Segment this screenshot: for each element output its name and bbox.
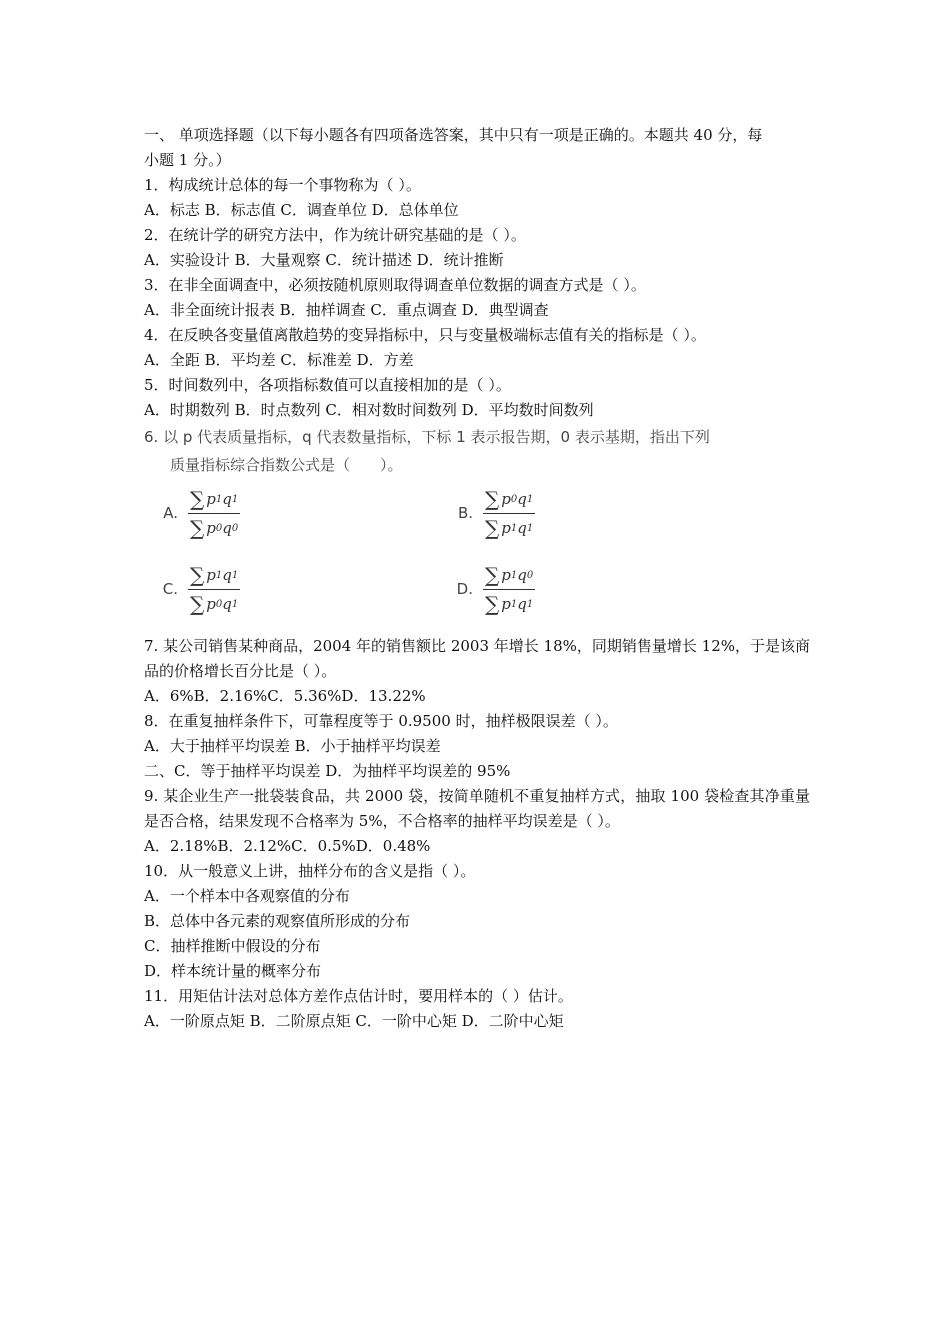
question-11-options: A．一阶原点矩 B．二阶原点矩 C．一阶中心矩 D．二阶中心矩	[144, 1012, 564, 1030]
question-1-options: A．标志 B．标志值 C．调查单位 D．总体单位	[144, 201, 459, 219]
question-8-stem: 8．在重复抽样条件下，可靠程度等于 0.9500 时，抽样极限误差（ ）。	[144, 712, 618, 730]
question-6-stem-line2: 质量指标综合指数公式是（ ）。	[170, 456, 403, 474]
option-b-label: B.	[457, 504, 473, 522]
question-11-stem: 11．用矩估计法对总体方差作点估计时，要用样本的（ ）估计。	[144, 987, 573, 1005]
question-5-stem: 5．时间数列中，各项指标数值可以直接相加的是（ ）。	[144, 376, 511, 394]
question-6-option-d	[439, 561, 535, 618]
section-heading-line2: 小题 1 分。）	[144, 151, 231, 169]
question-3-stem: 3．在非全面调查中，必须按随机原则取得调查单位数据的调查方式是（ ）。	[144, 276, 646, 294]
question-10-option-d: D．样本统计量的概率分布	[144, 962, 322, 980]
question-10-option-b: B．总体中各元素的观察值所形成的分布	[144, 912, 411, 930]
formula-d: ∑ p 1 q 0 ∑ p 1 q 1	[485, 562, 534, 616]
question-6-formula-options	[144, 481, 810, 631]
question-8-options-line1: A．大于抽样平均误差 B．小于抽样平均误差	[144, 737, 441, 755]
option-d-label: D.	[456, 580, 473, 598]
question-5-options: A．时期数列 B．时点数列 C．相对数时间数列 D．平均数时间数列	[144, 401, 594, 419]
question-6-option-c	[144, 561, 240, 618]
question-7-stem: 7. 某公司销售某种商品，2004 年的销售额比 2003 年增长 18%，同期销售量增长 12%，于是该商品的价格增长百分比是（ ）。	[144, 637, 810, 680]
question-6-image	[144, 423, 810, 631]
question-10-option-c: C．抽样推断中假设的分布	[144, 937, 321, 955]
question-4-stem: 4．在反映各变量值离散趋势的变异指标中，只与变量极端标志值有关的指标是（ ）。	[144, 326, 706, 344]
question-4-options: A．全距 B．平均差 C．标准差 D．方差	[144, 351, 414, 369]
question-8-options-line2: 二、C．等于抽样平均误差 D．为抽样平均误差的 95%	[144, 762, 511, 780]
question-3-options: A．非全面统计报表 B．抽样调查 C．重点调查 D．典型调查	[144, 301, 549, 319]
question-10-stem: 10．从一般意义上讲，抽样分布的含义是指（ ）。	[144, 862, 476, 880]
question-6-option-a	[144, 485, 240, 542]
question-9-stem: 9. 某企业生产一批袋装食品，共 2000 袋，按简单随机不重复抽样方式，抽取 100 袋检查其净重量是否合格，结果发现不合格率为 5%，不合格率的抽样平均误差是（ ）。	[144, 787, 810, 830]
question-7-options: A．6%B．2.16%C．5.36%D．13.22%	[144, 687, 426, 705]
question-6-stem-line1: 6. 以 p 代表质量指标，q 代表数量指标，下标 1 表示报告期，0 表示基期，指出下列	[144, 428, 710, 446]
question-2-options: A．实验设计 B．大量观察 C．统计描述 D．统计推断	[144, 251, 504, 269]
formula-a: ∑ p 1 q 1 ∑ p 0 q 0	[190, 486, 239, 540]
option-c-label: C.	[162, 580, 178, 598]
question-10-option-a: A．一个样本中各观察值的分布	[144, 887, 350, 905]
formula-c: ∑ p 1 q 1 ∑ p 0 q 1	[190, 562, 239, 616]
option-a-label: A.	[163, 504, 178, 522]
question-9-options: A．2.18%B．2.12%C．0.5%D．0.48%	[144, 837, 431, 855]
formula-b: ∑ p 0 q 1 ∑ p 1 q 1	[485, 486, 534, 540]
question-1-stem: 1．构成统计总体的每一个事物称为（ ）。	[144, 176, 421, 194]
question-list	[144, 123, 810, 1034]
question-2-stem: 2．在统计学的研究方法中，作为统计研究基础的是（ ）。	[144, 226, 526, 244]
section-heading-line1: 一、 单项选择题（以下每小题各有四项备选答案，其中只有一项是正确的。本题共 40 分，每	[144, 126, 763, 144]
question-6-option-b	[439, 485, 535, 542]
